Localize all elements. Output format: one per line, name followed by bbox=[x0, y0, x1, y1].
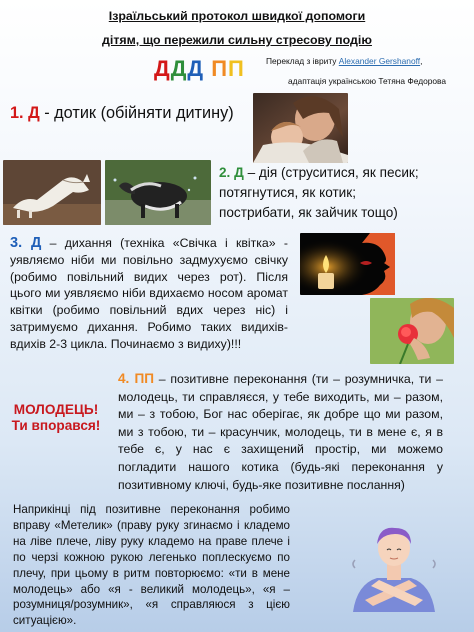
step-1-text: - дотик (обійняти дитину) bbox=[39, 104, 234, 122]
ddd-letter bbox=[204, 56, 211, 82]
step-1 bbox=[10, 104, 234, 123]
ddd-letter: П bbox=[228, 56, 245, 81]
step-3 bbox=[10, 235, 288, 353]
credit-line-1 bbox=[266, 56, 422, 66]
step-2 bbox=[219, 163, 419, 223]
title-line-1: Ізраїльський протокол швидкої допомоги bbox=[108, 9, 366, 23]
step-2-line-3: пострибати, як зайчик тощо) bbox=[219, 205, 398, 220]
butterfly-hug-illustration bbox=[347, 520, 441, 612]
step-1-number: 1. Д bbox=[10, 104, 40, 122]
step-4-text: – позитивне переконання (ти – розумничка, ти – молодець, ти справляєся, у тебе виходить, ми – разом, ми – з тобою, Бог нас оберігає, як добре що ми разом, ми з тобою, ти – красунчик, молодець, ти в мене є, я в тебе є, у нас є захищений простір, ми можемо погладити нашого котика (будь-які переконання у позитивному ключі, будь-яке позитивне послання) bbox=[118, 372, 444, 492]
title-line-2: дітям, що пережили сильну стресову подію bbox=[102, 33, 372, 47]
ddd-letter: Д bbox=[170, 56, 188, 81]
ddd-letter: П bbox=[211, 56, 228, 81]
butterfly-exercise-text: Наприкінці під позитивне переконання робимо вправу «Метелик» (праву руку згинаємо і кладемо на ліве плече, ліву руку кладемо на праве плече і по черзі кожною рукою легенько поплескуємо по плечу, при цьому в ритм повторюємо: «ти в мене молодець» або «я - великий молодець», «я – розумниця/розумник», «я справляюся з цією ситуацією». bbox=[13, 503, 290, 628]
credit-prefix: Переклад з івриту bbox=[266, 56, 337, 66]
cat-stretching-photo bbox=[3, 160, 101, 225]
candle-photo bbox=[300, 233, 395, 295]
ddd-letter: Д bbox=[187, 56, 205, 81]
praise-badge bbox=[6, 402, 106, 434]
step-2-number: 2. Д bbox=[219, 165, 244, 180]
step-3-number: 3. Д bbox=[10, 235, 42, 251]
step-4 bbox=[118, 370, 443, 494]
badge-line-1: МОЛОДЕЦЬ! bbox=[13, 402, 99, 417]
credit-author-link[interactable]: Alexander Gershanoff bbox=[338, 56, 421, 66]
flower-photo bbox=[370, 298, 454, 364]
step-2-line-1: – дія (струситися, як песик; bbox=[243, 165, 419, 180]
badge-line-2: Ти впорався! bbox=[11, 418, 101, 433]
step-4-number: 4. ПП bbox=[118, 371, 154, 386]
ddd-pp-logo bbox=[154, 56, 245, 82]
credit-line-2: адаптація українською Тетяна Федорова bbox=[288, 76, 447, 86]
dog-shaking-photo bbox=[105, 160, 211, 225]
ddd-letter: Д bbox=[154, 56, 171, 81]
credit-comma: , bbox=[420, 56, 423, 66]
hug-photo bbox=[253, 93, 348, 163]
step-3-text: – дихання (техніка «Свічка і квітка» - уявляємо ніби ми повільно задмухуємо свічку (робимо повільний видих через рот). Після цього ми уявляємо ніби вдихаємо носом аромат квітки (робимо повільний вдих через ніс) і затримуємо дихання. Робимо таких видихів-вдихів 2-3 цикла. Починаємо з видиху)!!! bbox=[10, 236, 288, 351]
step-2-line-2: потягнутися, як котик; bbox=[219, 185, 356, 200]
